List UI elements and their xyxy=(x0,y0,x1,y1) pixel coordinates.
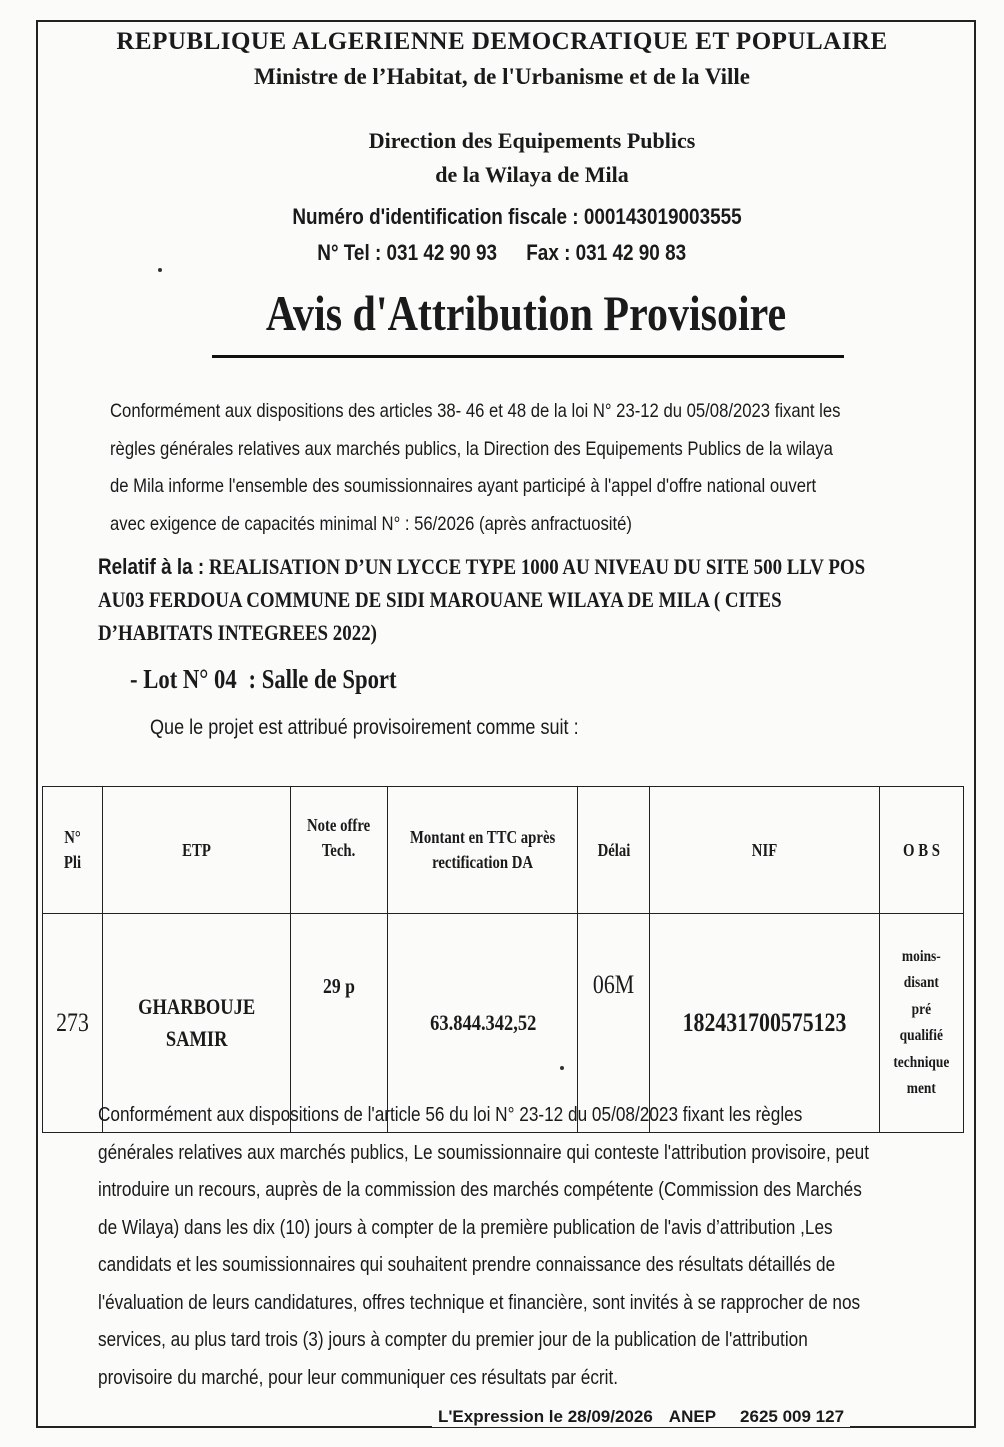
cell-etp: GHARBOUJE SAMIR xyxy=(102,914,290,1133)
telephone: N° Tel : 031 42 90 93 xyxy=(317,240,498,265)
agency-name: ANEP xyxy=(668,1407,717,1426)
lot-label: - Lot N° 04 xyxy=(130,664,237,694)
closing-paragraph xyxy=(98,1097,869,1397)
header-pli: N° Pli xyxy=(43,787,103,914)
cell-nif: 182431700575123 xyxy=(650,914,880,1133)
subject-line: REALISATION D’UN LYCCE TYPE 1000 AU NIVEAU DU SITE 500 LLV POS xyxy=(208,554,866,579)
attribution-intro: Que le projet est attribué provisoirement comme suit : xyxy=(150,716,579,739)
scan-speck xyxy=(560,1066,564,1070)
publication-info: L'Expression le 28/09/2026 xyxy=(438,1407,653,1426)
header-note: Note offre Tech. xyxy=(290,787,388,914)
header-obs: O B S xyxy=(880,787,964,914)
cell-note: 29 p xyxy=(290,914,388,1133)
republic-heading: REPUBLIQUE ALGERIENNE DEMOCRATIQUE ET POPULAIRE xyxy=(116,28,888,55)
subject-line: D’HABITATS INTEGREES 2022) xyxy=(98,620,377,645)
header-delai: Délai xyxy=(578,787,650,914)
publication-footer xyxy=(432,1407,850,1427)
fiscal-id: Numéro d'identification fiscale : 000143019003555 xyxy=(292,204,742,229)
table-header-row xyxy=(43,787,964,914)
header-montant: Montant en TTC après rectification DA xyxy=(388,787,578,914)
notice-title: Avis d'Attribution Provisoire xyxy=(265,285,787,341)
closing-line: introduire un recours, auprès de la commission des marchés compétente (Commission des Marchés xyxy=(98,1179,862,1201)
intro-paragraph xyxy=(110,393,841,543)
direction-heading: Direction des Equipements Publics xyxy=(368,128,696,153)
intro-line: avec exigence de capacités minimal N° : 56/2026 (après anfractuosité) xyxy=(110,512,632,535)
intro-line: de Mila informe l'ensemble des soumissionnaires ayant participé à l'appel d'offre national ouvert xyxy=(110,475,817,497)
title-underline xyxy=(212,355,844,358)
cell-delai: 06M xyxy=(578,914,650,1133)
closing-line: candidats et les soumissionnaires qui souhaitent prendre connaissance des résultats détaillés de xyxy=(98,1254,836,1276)
fax: Fax : 031 42 90 83 xyxy=(526,240,687,265)
intro-line: Conformément aux dispositions des articles 38- 46 et 48 de la loi N° 23-12 du 05/08/2023 fixant les xyxy=(110,400,841,422)
lot-line xyxy=(130,664,397,695)
closing-line: Conformément aux dispositions de l'article 56 du loi N° 23-12 du 05/08/2023 fixant les règles xyxy=(98,1104,803,1126)
subject-block xyxy=(98,550,865,649)
contact-line xyxy=(70,240,933,266)
reference-number: 2625 009 127 xyxy=(740,1407,845,1426)
header-nif: NIF xyxy=(650,787,880,914)
closing-line: l'évaluation de leurs candidatures, offres technique et financière, sont invités à se rapprocher de nos xyxy=(98,1291,861,1314)
intro-line: règles générales relatives aux marchés publics, la Direction des Equipements Publics de la wilaya xyxy=(110,437,833,460)
attribution-table xyxy=(42,786,964,1133)
ministry-heading: Ministre de l’Habitat, de l'Urbanisme et de la Ville xyxy=(254,64,750,89)
scan-speck xyxy=(158,268,162,272)
cell-pli: 273 xyxy=(43,914,103,1133)
closing-line: provisoire du marché, pour leur communiquer ces résultats par écrit. xyxy=(98,1366,619,1389)
subject-lead: Relatif à la : xyxy=(98,554,205,579)
closing-line: services, au plus tard trois (3) jours à compter du premier jour de la publication de l'attribution xyxy=(98,1329,808,1351)
cell-montant: 63.844.342,52 xyxy=(388,914,578,1133)
header-etp: ETP xyxy=(102,787,290,914)
lot-value: : Salle de Sport xyxy=(248,664,397,694)
cell-obs: moins- disant pré qualifié technique ment xyxy=(880,914,964,1133)
closing-line: générales relatives aux marchés publics, Le soumissionnaire qui conteste l'attribution provisoire, peut xyxy=(98,1141,870,1164)
subject-line: AU03 FERDOUA COMMUNE DE SIDI MAROUANE WILAYA DE MILA ( CITES xyxy=(98,587,782,612)
wilaya-heading: de la Wilaya de Mila xyxy=(435,162,629,187)
closing-line: de Wilaya) dans les dix (10) jours à compter de la première publication de l'avis d’attribution ,Les xyxy=(98,1216,833,1239)
